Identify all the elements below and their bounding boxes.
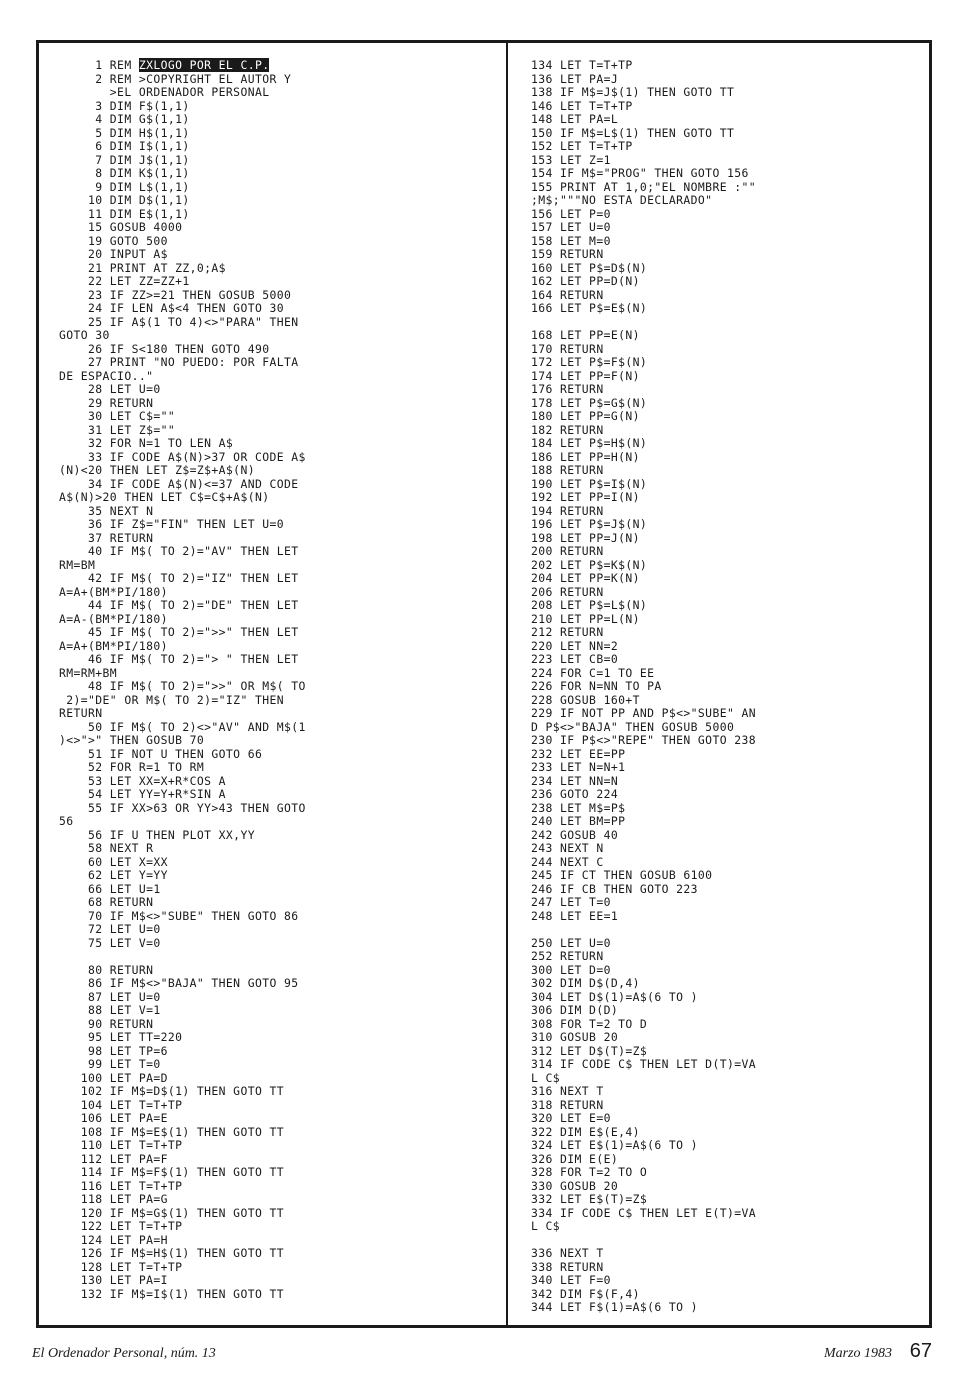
code-line: 320 LET E=0 xyxy=(531,1111,611,1125)
code-line: 104 LET T=T+TP xyxy=(59,1097,183,1112)
code-line: A=A-(BM*PI/180) xyxy=(59,611,168,626)
code-line: 194 RETURN xyxy=(531,503,604,518)
code-line: 200 RETURN xyxy=(531,544,604,558)
code-line: 46 IF M$( TO 2)="> " THEN LET xyxy=(59,652,299,666)
code-line: 54 LET YY=Y+R*SIN A xyxy=(59,787,226,801)
code-line: 238 LET M$=P$ xyxy=(531,800,626,815)
code-line: 108 IF M$=E$(1) THEN GOTO TT xyxy=(59,1124,284,1139)
code-line: A=A+(BM*PI/180) xyxy=(59,638,168,653)
code-line: 300 LET D=0 xyxy=(531,962,611,977)
code-line: 34 IF CODE A$(N)<=37 AND CODE xyxy=(59,476,299,491)
code-line: 98 LET TP=6 xyxy=(59,1043,168,1058)
code-line: 25 IF A$(1 TO 4)<>"PARA" THEN xyxy=(59,314,299,329)
listing-column-left xyxy=(59,59,489,1301)
listing-column-right xyxy=(531,59,923,1315)
code-line: 152 LET T=T+TP xyxy=(531,139,633,153)
code-line: 208 LET P$=L$(N) xyxy=(531,598,648,612)
code-line: 302 DIM D$(D,4) xyxy=(531,976,640,990)
code-line: 336 NEXT T xyxy=(531,1246,604,1260)
code-line: 66 LET U=1 xyxy=(59,881,161,896)
code-line: 146 LET T=T+TP xyxy=(531,98,633,113)
code-line: 87 LET U=0 xyxy=(59,989,161,1004)
code-line: 155 PRINT AT 1,0;"EL NOMBRE :"" xyxy=(531,179,756,194)
code-line: 308 FOR T=2 TO D xyxy=(531,1016,648,1031)
code-line: 95 LET TT=220 xyxy=(59,1030,183,1044)
code-line: 58 NEXT R xyxy=(59,841,154,855)
code-line: 26 IF S<180 THEN GOTO 490 xyxy=(59,341,270,356)
code-line: 134 LET T=T+TP xyxy=(531,58,633,72)
code-line: 202 LET P$=K$(N) xyxy=(531,557,648,572)
code-line: 180 LET PP=G(N) xyxy=(531,409,640,423)
code-line: 120 IF M$=G$(1) THEN GOTO TT xyxy=(59,1205,284,1220)
code-line: 72 LET U=0 xyxy=(59,922,161,936)
page-number: 67 xyxy=(909,1340,932,1362)
code-line: 158 LET M=0 xyxy=(531,233,611,248)
code-line: RETURN xyxy=(59,706,103,720)
code-line: 186 LET PP=H(N) xyxy=(531,449,640,464)
listing-frame xyxy=(36,40,932,1328)
issue-date: Marzo 1983 xyxy=(823,1346,892,1361)
code-line: 68 RETURN xyxy=(59,895,154,909)
code-line: 182 RETURN xyxy=(531,422,604,437)
code-line: 102 IF M$=D$(1) THEN GOTO TT xyxy=(59,1084,284,1098)
code-line: 48 IF M$( TO 2)=">>" OR M$( TO xyxy=(59,679,306,693)
code-line: 100 LET PA=D xyxy=(59,1070,168,1085)
code-line: 4 DIM G$(1,1) xyxy=(59,112,190,126)
code-line: 29 RETURN xyxy=(59,395,154,410)
code-line: A=A+(BM*PI/180) xyxy=(59,584,168,599)
code-line: 6 DIM I$(1,1) xyxy=(59,139,190,153)
code-line: 15 GOSUB 4000 xyxy=(59,220,183,234)
code-line: 232 LET EE=PP xyxy=(531,746,626,761)
code-line: 20 INPUT A$ xyxy=(59,247,168,261)
code-line: 136 LET PA=J xyxy=(531,71,619,86)
code-line: 112 LET PA=F xyxy=(59,1151,168,1166)
code-line: 176 RETURN xyxy=(531,382,604,396)
code-line: 228 GOSUB 160+T xyxy=(531,692,640,707)
code-line: 172 LET P$=F$(N) xyxy=(531,355,648,369)
code-line: 153 LET Z=1 xyxy=(531,152,611,167)
code-line: 50 IF M$( TO 2)<>"AV" AND M$(1 xyxy=(59,719,306,734)
code-line: 316 NEXT T xyxy=(531,1084,604,1098)
code-line: 150 IF M$=L$(1) THEN GOTO TT xyxy=(531,125,735,140)
code-line: 224 FOR C=1 TO EE xyxy=(531,665,655,680)
code-line: 236 GOTO 224 xyxy=(531,787,619,801)
code-line: 42 IF M$( TO 2)="IZ" THEN LET xyxy=(59,571,299,585)
column-divider xyxy=(506,43,508,1325)
code-line: 110 LET T=T+TP xyxy=(59,1138,183,1152)
code-line: 326 DIM E(E) xyxy=(531,1151,619,1166)
code-line: 160 LET P$=D$(N) xyxy=(531,260,648,275)
code-line: 157 LET U=0 xyxy=(531,220,611,234)
code-line: 330 GOSUB 20 xyxy=(531,1178,619,1193)
code-line: 212 RETURN xyxy=(531,625,604,639)
code-line: RM=RM+BM xyxy=(59,665,118,680)
code-line: 242 GOSUB 40 xyxy=(531,827,619,842)
code-line: 10 DIM D$(1,1) xyxy=(59,193,190,207)
publication-name: El Ordenador Personal, núm. 13 xyxy=(32,1346,216,1361)
code-line: 116 LET T=T+TP xyxy=(59,1178,183,1193)
code-line: 188 RETURN xyxy=(531,463,604,477)
code-line: 334 IF CODE C$ THEN LET E(T)=VA xyxy=(531,1205,756,1220)
code-line: 229 IF NOT PP AND P$<>"SUBE" AN xyxy=(531,706,756,720)
program-title-highlight: ZXLOGO POR EL C.P. xyxy=(138,58,270,72)
code-line: 324 LET E$(1)=A$(6 TO ) xyxy=(531,1138,698,1152)
code-line: 19 GOTO 500 xyxy=(59,233,168,248)
code-line: 124 LET PA=H xyxy=(59,1232,168,1247)
code-line: 198 LET PP=J(N) xyxy=(531,530,640,545)
code-line: 60 LET X=XX xyxy=(59,854,168,869)
code-line: 230 IF P$<>"REPE" THEN GOTO 238 xyxy=(531,733,756,747)
code-line: ;M$;"""NO ESTA DECLARADO" xyxy=(531,193,713,207)
code-line: 106 LET PA=E xyxy=(59,1111,168,1125)
code-line: >EL ORDENADOR PERSONAL xyxy=(59,85,270,99)
code-line xyxy=(531,923,923,937)
code-line: 80 RETURN xyxy=(59,962,154,977)
code-line: 250 LET U=0 xyxy=(531,935,611,950)
code-line: 159 RETURN xyxy=(531,247,604,261)
code-line: 196 LET P$=J$(N) xyxy=(531,517,648,531)
code-line: 9 DIM L$(1,1) xyxy=(59,179,190,194)
code-line: 44 IF M$( TO 2)="DE" THEN LET xyxy=(59,598,299,612)
code-line: 2)="DE" OR M$( TO 2)="IZ" THEN xyxy=(59,692,284,707)
code-line: 130 LET PA=I xyxy=(59,1273,168,1287)
code-line: 75 LET V=0 xyxy=(59,935,161,950)
code-line: 45 IF M$( TO 2)=">>" THEN LET xyxy=(59,625,299,639)
code-line: 170 RETURN xyxy=(531,341,604,356)
code-line: 340 LET F=0 xyxy=(531,1273,611,1287)
code-line: 51 IF NOT U THEN GOTO 66 xyxy=(59,746,263,761)
code-line: (N)<20 THEN LET Z$=Z$+A$(N) xyxy=(59,463,255,477)
code-line: 11 DIM E$(1,1) xyxy=(59,206,190,221)
code-line: 28 LET U=0 xyxy=(59,382,161,396)
code-line: D P$<>"BAJA" THEN GOSUB 5000 xyxy=(531,719,735,734)
code-line: 2 REM >COPYRIGHT EL AUTOR Y xyxy=(59,71,292,86)
code-line: 55 IF XX>63 OR YY>43 THEN GOTO xyxy=(59,800,306,815)
code-line: 322 DIM E$(E,4) xyxy=(531,1124,640,1139)
code-line: 233 LET N=N+1 xyxy=(531,760,626,774)
code-line: 332 LET E$(T)=Z$ xyxy=(531,1192,648,1206)
code-line: 328 FOR T=2 TO O xyxy=(531,1165,648,1179)
code-line: DE ESPACIO.." xyxy=(59,368,154,383)
code-line: 304 LET D$(1)=A$(6 TO ) xyxy=(531,989,698,1004)
code-line: 35 NEXT N xyxy=(59,503,154,518)
code-line: 132 IF M$=I$(1) THEN GOTO TT xyxy=(59,1286,284,1301)
code-line xyxy=(531,1234,923,1248)
code-line: 178 LET P$=G$(N) xyxy=(531,395,648,410)
code-line: 32 FOR N=1 TO LEN A$ xyxy=(59,436,234,450)
code-line: )<>">" THEN GOSUB 70 xyxy=(59,733,205,747)
code-line: 62 LET Y=YY xyxy=(59,868,168,882)
code-line: 206 RETURN xyxy=(531,584,604,599)
code-line: 166 LET P$=E$(N) xyxy=(531,301,648,315)
code-line: 21 PRINT AT ZZ,0;A$ xyxy=(59,260,226,275)
code-line: 56 xyxy=(59,814,74,828)
code-line: RM=BM xyxy=(59,557,96,572)
code-line: 128 LET T=T+TP xyxy=(59,1259,183,1274)
code-line: 3 DIM F$(1,1) xyxy=(59,98,190,113)
code-line: 31 LET Z$="" xyxy=(59,422,176,437)
code-line: 245 IF CT THEN GOSUB 6100 xyxy=(531,868,713,882)
code-line: 1 REM ZXLOGO POR EL C.P. xyxy=(59,58,270,72)
code-line: 70 IF M$<>"SUBE" THEN GOTO 86 xyxy=(59,908,299,923)
code-line: 162 LET PP=D(N) xyxy=(531,274,640,288)
code-line: 344 LET F$(1)=A$(6 TO ) xyxy=(531,1300,698,1314)
code-line: 184 LET P$=H$(N) xyxy=(531,436,648,450)
code-line: 192 LET PP=I(N) xyxy=(531,490,640,504)
code-line: 37 RETURN xyxy=(59,530,154,545)
code-line: 33 IF CODE A$(N)>37 OR CODE A$ xyxy=(59,449,306,464)
code-line: 314 IF CODE C$ THEN LET D(T)=VA xyxy=(531,1057,756,1071)
code-line: 312 LET D$(T)=Z$ xyxy=(531,1043,648,1058)
code-line: 190 LET P$=I$(N) xyxy=(531,476,648,491)
code-line: 342 DIM F$(F,4) xyxy=(531,1286,640,1301)
code-line: 56 IF U THEN PLOT XX,YY xyxy=(59,827,255,842)
code-line: 204 LET PP=K(N) xyxy=(531,571,640,585)
code-line: 310 GOSUB 20 xyxy=(531,1030,619,1044)
code-line: 30 LET C$="" xyxy=(59,409,176,423)
code-line: 88 LET V=1 xyxy=(59,1003,161,1017)
code-line: 40 IF M$( TO 2)="AV" THEN LET xyxy=(59,544,299,558)
code-line: 24 IF LEN A$<4 THEN GOTO 30 xyxy=(59,301,284,315)
code-line: 164 RETURN xyxy=(531,287,604,302)
code-line: 234 LET NN=N xyxy=(531,773,619,788)
code-line xyxy=(531,316,923,330)
code-line: 247 LET T=0 xyxy=(531,895,611,909)
code-line: 114 IF M$=F$(1) THEN GOTO TT xyxy=(59,1165,284,1179)
code-line: 126 IF M$=H$(1) THEN GOTO TT xyxy=(59,1246,284,1260)
code-line: 318 RETURN xyxy=(531,1097,604,1112)
code-line: 210 LET PP=L(N) xyxy=(531,611,640,626)
code-line: 248 LET EE=1 xyxy=(531,908,619,923)
code-line: 338 RETURN xyxy=(531,1259,604,1274)
code-line: 240 LET BM=PP xyxy=(531,814,626,828)
code-line: 252 RETURN xyxy=(531,949,604,963)
code-line: 22 LET ZZ=ZZ+1 xyxy=(59,274,190,288)
code-line: GOTO 30 xyxy=(59,328,110,342)
code-line: 122 LET T=T+TP xyxy=(59,1219,183,1233)
code-line: 8 DIM K$(1,1) xyxy=(59,166,190,180)
code-line: 53 LET XX=X+R*COS A xyxy=(59,773,226,788)
code-line: L C$ xyxy=(531,1219,561,1233)
code-line: 27 PRINT "NO PUEDO: POR FALTA xyxy=(59,355,299,369)
code-line: 99 LET T=0 xyxy=(59,1057,161,1071)
code-line: 52 FOR R=1 TO RM xyxy=(59,760,205,774)
code-line: 168 LET PP=E(N) xyxy=(531,328,640,342)
code-line: 174 LET PP=F(N) xyxy=(531,368,640,383)
code-line: 244 NEXT C xyxy=(531,854,604,869)
code-line: 223 LET CB=0 xyxy=(531,652,619,666)
page-footer xyxy=(32,1338,932,1368)
code-line: 23 IF ZZ>=21 THEN GOSUB 5000 xyxy=(59,287,292,302)
code-line: 243 NEXT N xyxy=(531,841,604,855)
code-line: 306 DIM D(D) xyxy=(531,1003,619,1017)
code-line: 246 IF CB THEN GOTO 223 xyxy=(531,881,698,896)
code-line: 226 FOR N=NN TO PA xyxy=(531,679,662,693)
code-line: 138 IF M$=J$(1) THEN GOTO TT xyxy=(531,85,735,99)
code-line: 36 IF Z$="FIN" THEN LET U=0 xyxy=(59,517,284,531)
code-line: L C$ xyxy=(531,1070,561,1085)
code-line: 220 LET NN=2 xyxy=(531,638,619,653)
code-line xyxy=(59,950,489,964)
code-line: 154 IF M$="PROG" THEN GOTO 156 xyxy=(531,166,749,180)
code-line: 5 DIM H$(1,1) xyxy=(59,125,190,140)
code-line: 90 RETURN xyxy=(59,1016,154,1031)
code-line: 156 LET P=0 xyxy=(531,206,611,221)
code-line: 7 DIM J$(1,1) xyxy=(59,152,190,167)
code-line: 86 IF M$<>"BAJA" THEN GOTO 95 xyxy=(59,976,299,990)
code-line: A$(N)>20 THEN LET C$=C$+A$(N) xyxy=(59,490,270,504)
code-line: 118 LET PA=G xyxy=(59,1192,168,1206)
code-line: 148 LET PA=L xyxy=(531,112,619,126)
